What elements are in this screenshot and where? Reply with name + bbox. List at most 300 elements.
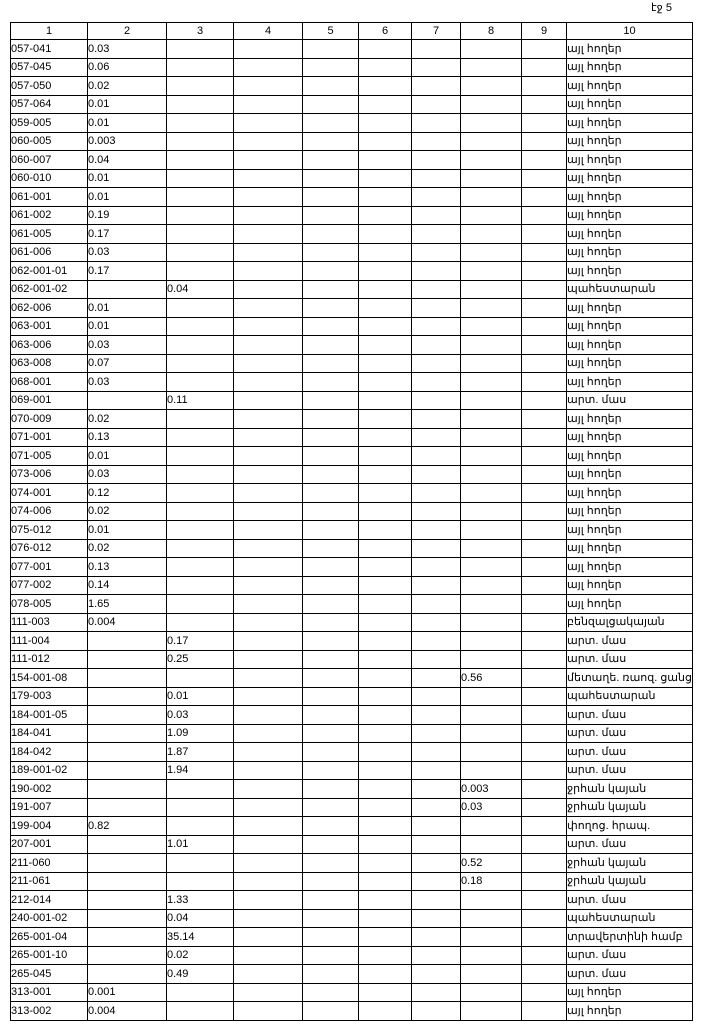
table-cell (359, 262, 412, 281)
table-cell (412, 40, 461, 59)
table-cell (359, 391, 412, 410)
table-cell (522, 447, 567, 466)
table-cell (412, 743, 461, 762)
column-header: 8 (461, 23, 522, 40)
table-cell (461, 465, 522, 484)
table-cell (303, 1002, 359, 1021)
table-cell (303, 872, 359, 891)
table-row (11, 447, 693, 466)
table-cell: 0.03 (88, 40, 167, 59)
table-cell: այլ հողեր (567, 447, 693, 466)
table-cell: այլ հողեր (567, 151, 693, 170)
table-cell (412, 206, 461, 225)
table-cell (522, 132, 567, 151)
table-cell: 0.17 (88, 262, 167, 281)
table-cell (412, 502, 461, 521)
table-cell: 063-001 (11, 317, 88, 336)
table-cell: այլ հողեր (567, 983, 693, 1002)
table-cell (461, 410, 522, 429)
table-cell: 1.65 (88, 595, 167, 614)
table-cell: 240-001-02 (11, 909, 88, 928)
table-cell (461, 595, 522, 614)
table-cell (522, 317, 567, 336)
table-cell (412, 983, 461, 1002)
table-cell (303, 502, 359, 521)
table-cell: 0.003 (88, 132, 167, 151)
table-cell (522, 965, 567, 984)
table-cell (359, 595, 412, 614)
table-row (11, 77, 693, 96)
table-cell (359, 95, 412, 114)
table-cell (522, 835, 567, 854)
table-cell (461, 558, 522, 577)
table-cell (303, 280, 359, 299)
table-cell: արտ. մաս (567, 965, 693, 984)
table-cell (522, 1002, 567, 1021)
table-cell (412, 95, 461, 114)
table-cell (522, 410, 567, 429)
table-row (11, 373, 693, 392)
table-row (11, 151, 693, 170)
table-cell: 063-006 (11, 336, 88, 355)
table-cell: այլ հողեր (567, 502, 693, 521)
table-row (11, 262, 693, 281)
table-cell (522, 558, 567, 577)
table-cell: 111-004 (11, 632, 88, 651)
table-cell (461, 706, 522, 725)
table-cell: 078-005 (11, 595, 88, 614)
table-cell (303, 761, 359, 780)
table-cell (303, 558, 359, 577)
table-cell (412, 891, 461, 910)
table-cell (461, 225, 522, 244)
table-cell (234, 354, 303, 373)
table-cell: արտ. մաս (567, 891, 693, 910)
table-cell (234, 280, 303, 299)
table-cell (303, 410, 359, 429)
table-row (11, 798, 693, 817)
table-cell (461, 428, 522, 447)
table-cell (412, 835, 461, 854)
table-cell (461, 539, 522, 558)
table-cell (461, 391, 522, 410)
table-row (11, 687, 693, 706)
table-cell (359, 206, 412, 225)
table-cell: այլ հողեր (567, 77, 693, 96)
table-cell (461, 632, 522, 651)
table-cell (234, 373, 303, 392)
table-cell (461, 95, 522, 114)
table-cell (412, 77, 461, 96)
table-cell (303, 539, 359, 558)
table-cell (359, 706, 412, 725)
table-cell (359, 151, 412, 170)
table-cell (522, 539, 567, 558)
table-cell (359, 891, 412, 910)
table-row (11, 225, 693, 244)
table-cell (461, 151, 522, 170)
table-cell (522, 206, 567, 225)
table-cell: 111-012 (11, 650, 88, 669)
table-cell: պահեստարան (567, 909, 693, 928)
table-cell (303, 909, 359, 928)
table-cell: 313-001 (11, 983, 88, 1002)
table-cell (412, 114, 461, 133)
table-cell (303, 114, 359, 133)
table-cell (412, 373, 461, 392)
table-cell (359, 817, 412, 836)
table-cell (88, 946, 167, 965)
table-cell: այլ հողեր (567, 169, 693, 188)
table-cell (303, 687, 359, 706)
table-cell (412, 317, 461, 336)
table-cell (167, 58, 234, 77)
table-cell (522, 151, 567, 170)
table-cell: 0.13 (88, 428, 167, 447)
table-row (11, 817, 693, 836)
land-parcel-table (10, 22, 693, 1021)
table-cell (303, 576, 359, 595)
table-row (11, 95, 693, 114)
table-cell: 074-006 (11, 502, 88, 521)
table-row (11, 1002, 693, 1021)
table-row (11, 650, 693, 669)
table-cell (412, 798, 461, 817)
table-cell (412, 262, 461, 281)
table-cell (359, 188, 412, 207)
table-cell (303, 891, 359, 910)
table-cell (412, 872, 461, 891)
table-cell (234, 521, 303, 540)
table-row (11, 965, 693, 984)
table-cell (522, 576, 567, 595)
table-cell (303, 206, 359, 225)
table-cell (522, 428, 567, 447)
table-row (11, 909, 693, 928)
table-body (11, 40, 693, 1021)
table-cell (167, 669, 234, 688)
table-cell: արտ. մաս (567, 706, 693, 725)
table-cell (234, 502, 303, 521)
table-cell (303, 595, 359, 614)
table-cell (359, 225, 412, 244)
table-row (11, 613, 693, 632)
table-cell (303, 521, 359, 540)
table-cell (303, 262, 359, 281)
table-cell (461, 502, 522, 521)
table-cell (234, 613, 303, 632)
table-cell: 111-003 (11, 613, 88, 632)
table-cell (522, 669, 567, 688)
table-cell (167, 40, 234, 59)
table-cell (412, 724, 461, 743)
table-cell (167, 465, 234, 484)
table-cell (234, 706, 303, 725)
table-cell (303, 243, 359, 262)
table-cell (234, 798, 303, 817)
table-cell: 071-001 (11, 428, 88, 447)
column-header: 9 (522, 23, 567, 40)
table-cell: պահեստարան (567, 687, 693, 706)
table-row (11, 280, 693, 299)
table-row (11, 428, 693, 447)
table-cell (88, 835, 167, 854)
header-row (11, 23, 693, 40)
table-cell: արտ. մաս (567, 946, 693, 965)
table-cell (234, 243, 303, 262)
page-number-label: էջ 5 (651, 2, 672, 14)
table-cell: 057-041 (11, 40, 88, 59)
column-header: 7 (412, 23, 461, 40)
table-row (11, 946, 693, 965)
table-cell: 35.14 (167, 928, 234, 947)
table-cell: 0.19 (88, 206, 167, 225)
table-cell (167, 558, 234, 577)
table-cell (461, 1002, 522, 1021)
table-cell: 0.17 (167, 632, 234, 651)
table-cell (167, 225, 234, 244)
table-row (11, 539, 693, 558)
table-cell: 061-002 (11, 206, 88, 225)
table-row (11, 169, 693, 188)
table-row (11, 521, 693, 540)
table-cell (461, 40, 522, 59)
table-cell (234, 40, 303, 59)
table-row (11, 724, 693, 743)
table-cell (359, 169, 412, 188)
table-cell (167, 521, 234, 540)
column-header: 2 (88, 23, 167, 40)
table-cell (461, 77, 522, 96)
table-cell (359, 521, 412, 540)
table-cell (412, 410, 461, 429)
table-cell (461, 724, 522, 743)
table-cell (234, 58, 303, 77)
table-cell (461, 484, 522, 503)
table-cell: այլ հողեր (567, 225, 693, 244)
table-cell (412, 613, 461, 632)
table-cell (234, 539, 303, 558)
table-cell: 057-064 (11, 95, 88, 114)
table-cell (303, 58, 359, 77)
table-cell (303, 632, 359, 651)
table-row (11, 58, 693, 77)
table-cell: այլ հողեր (567, 336, 693, 355)
table-cell (522, 613, 567, 632)
table-cell (234, 1002, 303, 1021)
table-cell: 0.11 (167, 391, 234, 410)
table-cell (359, 336, 412, 355)
table-cell: 1.94 (167, 761, 234, 780)
table-cell (461, 169, 522, 188)
table-cell: 0.49 (167, 965, 234, 984)
table-cell: ջրհան կայան (567, 854, 693, 873)
table-cell: 0.01 (88, 317, 167, 336)
table-cell: այլ հողեր (567, 206, 693, 225)
table-cell (167, 854, 234, 873)
table-cell: 057-050 (11, 77, 88, 96)
table-cell: արտ. մաս (567, 743, 693, 762)
table-cell (461, 206, 522, 225)
table-cell: 076-012 (11, 539, 88, 558)
table-cell (461, 521, 522, 540)
table-cell (359, 539, 412, 558)
table-cell (303, 77, 359, 96)
table-cell: այլ հողեր (567, 188, 693, 207)
table-cell: 0.06 (88, 58, 167, 77)
table-cell: 060-007 (11, 151, 88, 170)
table-cell (522, 225, 567, 244)
table-cell (234, 891, 303, 910)
table-cell (303, 928, 359, 947)
table-cell (303, 835, 359, 854)
table-cell (234, 95, 303, 114)
table-cell (167, 317, 234, 336)
table-cell (88, 632, 167, 651)
table-cell (522, 872, 567, 891)
table-cell (303, 225, 359, 244)
table-cell: 0.52 (461, 854, 522, 873)
table-cell (303, 706, 359, 725)
table-cell (303, 650, 359, 669)
table-cell (234, 669, 303, 688)
table-cell (303, 854, 359, 873)
column-header: 3 (167, 23, 234, 40)
table-cell: 0.03 (461, 798, 522, 817)
table-cell (412, 58, 461, 77)
table-cell (412, 965, 461, 984)
table-cell: 061-005 (11, 225, 88, 244)
table-cell (359, 965, 412, 984)
table-cell (461, 447, 522, 466)
table-cell (303, 669, 359, 688)
table-cell: 199-004 (11, 817, 88, 836)
table-cell (522, 77, 567, 96)
table-cell (359, 798, 412, 817)
table-cell (412, 576, 461, 595)
table-cell (234, 225, 303, 244)
table-cell (522, 761, 567, 780)
table-cell (522, 706, 567, 725)
table-cell (303, 169, 359, 188)
table-cell (522, 650, 567, 669)
table-cell (461, 965, 522, 984)
table-cell (359, 410, 412, 429)
table-row (11, 928, 693, 947)
table-cell (359, 373, 412, 392)
table-cell (412, 391, 461, 410)
table-cell (461, 243, 522, 262)
table-cell (167, 484, 234, 503)
table-cell (412, 539, 461, 558)
table-cell (412, 909, 461, 928)
table-cell (88, 798, 167, 817)
table-cell (167, 132, 234, 151)
table-cell (88, 965, 167, 984)
table-cell (522, 336, 567, 355)
table-row (11, 484, 693, 503)
table-cell: ջրհան կայան (567, 872, 693, 891)
table-cell (359, 872, 412, 891)
table-cell (359, 983, 412, 1002)
table-cell: պահեստարան (567, 280, 693, 299)
table-cell (461, 317, 522, 336)
table-cell (303, 724, 359, 743)
table-cell (412, 928, 461, 947)
table-cell (303, 447, 359, 466)
table-cell: տրավերտինի համբ (567, 928, 693, 947)
table-cell: 0.001 (88, 983, 167, 1002)
table-cell: այլ հողեր (567, 539, 693, 558)
table-cell (88, 687, 167, 706)
table-cell (461, 946, 522, 965)
table-cell (359, 743, 412, 762)
table-cell (234, 132, 303, 151)
table-cell (522, 58, 567, 77)
table-cell (234, 761, 303, 780)
table-cell (234, 946, 303, 965)
table-row (11, 206, 693, 225)
table-cell (522, 928, 567, 947)
table-cell: 068-001 (11, 373, 88, 392)
table-cell: արտ. մաս (567, 650, 693, 669)
table-cell (167, 539, 234, 558)
table-cell (303, 373, 359, 392)
table-cell: այլ հողեր (567, 262, 693, 281)
table-cell (88, 669, 167, 688)
table-row (11, 632, 693, 651)
table-cell: ջրհան կայան (567, 780, 693, 799)
table-cell (88, 854, 167, 873)
table-cell: այլ հողեր (567, 1002, 693, 1021)
table-cell: 0.25 (167, 650, 234, 669)
table-cell (461, 354, 522, 373)
table-cell: 212-014 (11, 891, 88, 910)
table-cell (359, 761, 412, 780)
table-cell (461, 576, 522, 595)
table-cell: այլ հողեր (567, 484, 693, 503)
table-cell (234, 687, 303, 706)
table-cell: 077-001 (11, 558, 88, 577)
table-cell (522, 465, 567, 484)
table-cell: այլ հողեր (567, 410, 693, 429)
table-cell (167, 872, 234, 891)
table-row (11, 354, 693, 373)
table-cell: փողոց. հրապ. (567, 817, 693, 836)
table-cell (461, 132, 522, 151)
table-cell (359, 1002, 412, 1021)
table-cell (461, 373, 522, 392)
table-cell: 0.01 (88, 447, 167, 466)
table-cell (167, 169, 234, 188)
table-cell (461, 336, 522, 355)
table-cell (234, 484, 303, 503)
table-cell (461, 761, 522, 780)
table-cell (412, 706, 461, 725)
table-cell: 062-001-02 (11, 280, 88, 299)
table-cell: 0.03 (88, 373, 167, 392)
table-cell (522, 743, 567, 762)
table-cell (359, 484, 412, 503)
table-cell (359, 558, 412, 577)
table-cell: այլ հողեր (567, 465, 693, 484)
table-cell (412, 521, 461, 540)
table-cell (461, 743, 522, 762)
table-cell: արտ. մաս (567, 724, 693, 743)
table-cell (234, 262, 303, 281)
table-cell: 077-002 (11, 576, 88, 595)
table-cell (303, 983, 359, 1002)
